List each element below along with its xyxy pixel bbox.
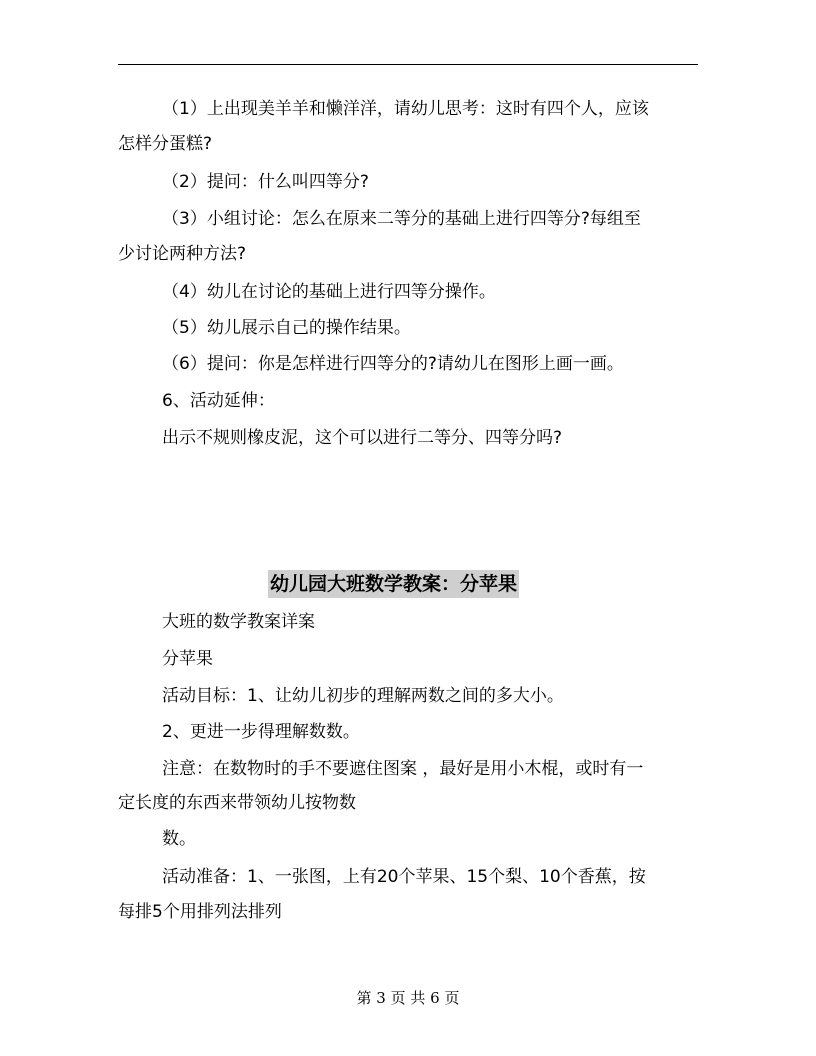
header-rule (118, 64, 698, 65)
section-line: 大班的数学教案详案 (162, 612, 315, 632)
body-line: 少讨论两种方法? (118, 244, 247, 264)
section-line: 定长度的东西来带领幼儿按物数 (118, 793, 356, 813)
section-title: 幼儿园大班数学教案：分苹果 (268, 570, 519, 598)
body-line: （5）幼儿展示自己的操作结果。 (162, 318, 411, 338)
page-footer: 第 3 页 共 6 页 (356, 989, 460, 1007)
section-line: 分苹果 (162, 649, 213, 669)
body-line: （2）提问：什么叫四等分? (162, 172, 369, 192)
section-line: 活动目标：1、让幼儿初步的理解两数之间的多大小。 (162, 686, 564, 706)
section-line: 每排5个用排列法排列 (118, 902, 282, 922)
body-line: 6、活动延伸： (162, 391, 275, 411)
body-line: （6）提问：你是怎样进行四等分的?请幼儿在图形上画一画。 (162, 354, 624, 374)
section-line: 数。 (162, 829, 196, 849)
body-line: 怎样分蛋糕? (118, 134, 213, 154)
body-line: （1）上出现美羊羊和懒洋洋，请幼儿思考：这时有四个人，应该 (162, 99, 649, 119)
section-line: 活动准备：1、一张图，上有20个苹果、15个梨、10个香蕉，按 (162, 867, 646, 887)
section-line: 2、更进一步得理解数数。 (162, 722, 360, 742)
section-line: 注意：在数物时的手不要遮住图案 ，最好是用小木棍，或时有一 (162, 759, 644, 779)
body-line: （3）小组讨论：怎么在原来二等分的基础上进行四等分?每组至 (162, 209, 641, 229)
body-line: 出示不规则橡皮泥，这个可以进行二等分、四等分吗? (162, 428, 563, 448)
body-line: （4）幼儿在讨论的基础上进行四等分操作。 (162, 282, 496, 302)
